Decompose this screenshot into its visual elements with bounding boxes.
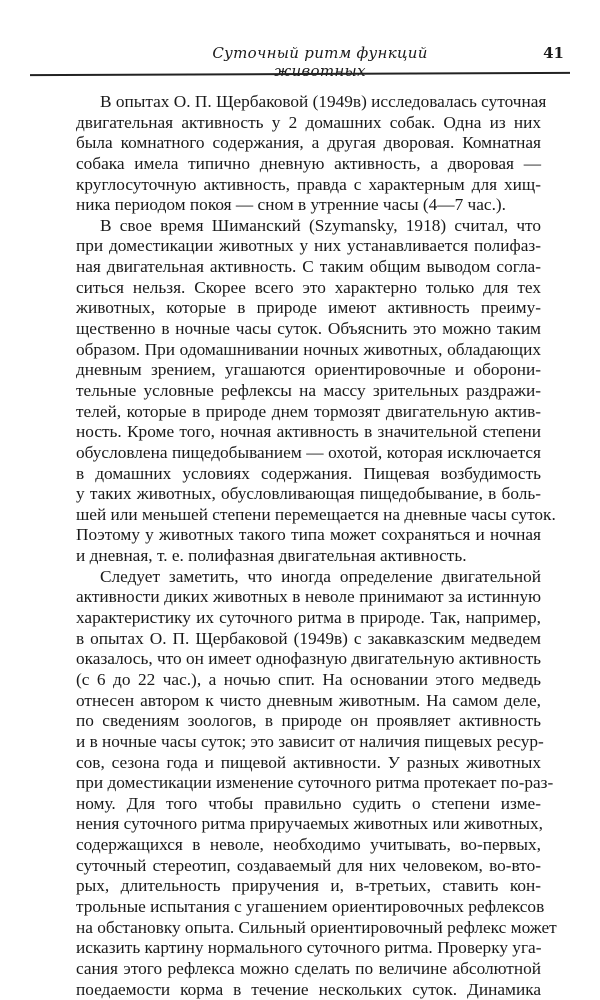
text-line: образом. При одомашнивании ночных животных, обладающих [76,339,541,359]
text-line: щественно в ночные часы суток. Объяснить это можно таким [76,319,541,339]
text-line: сания этого рефлекса можно сделать по величине абсолютной [76,958,541,978]
text-line: была комнатного содержания, а другая дворовая. Комнатная [76,133,541,153]
text-line: оказалось, что он имеет однофазную двигательную активность [76,649,541,669]
text-line: по сведениям зоологов, в природе он проявляет активность [76,711,541,731]
text-line: нения суточного ритма приручаемых животных или животных, [76,814,543,834]
text-line: обусловлена пищедобыванием — охотой, которая исключается [76,442,541,462]
paragraph [76,215,556,567]
text-line: двигательная активность у 2 домашних собак. Одна из них [76,112,541,132]
paragraph [76,566,557,1000]
text-line: содержащихся в неволе, необходимо учитывать, во-первых, [76,835,541,855]
text-line: в опытах О. П. Щербаковой (1949в) с закавказским медведем [76,628,541,648]
text-line: ситься нельзя. Скорее всего это характерно только для тех [76,277,541,297]
text-line: поедаемости корма в течение нескольких суток. Динамика [76,979,541,999]
text-line: животных, которые в природе имеют активность преиму- [76,298,541,318]
text-line: в домашних условиях содержания. Пищевая возбудимость [76,463,541,483]
running-head [30,44,570,80]
text-line: активности диких животных в неволе принимают за истинную [76,587,541,607]
text-line: ника периодом покоя — сном в утренние часы (4—7 час.). [76,195,506,215]
text-line: ная двигательная активность. С таким общим выводом согла- [76,257,541,277]
paragraph [76,92,547,216]
text-line: тельные условные рефлексы на массу зрительных раздражи- [76,380,541,400]
text-line: и в ночные часы суток; это зависит от наличия пищевых ресур- [76,731,544,751]
text-line: характеристику их суточного ритма в природе. Так, например, [76,608,541,628]
text-line: отнесен автором к чисто дневным животным. На самом деле, [76,690,541,710]
text-line: Поэтому у животных такого типа может сохраняться и ночная [76,525,541,545]
text-line: (с 6 до 22 час.), а ночью спит. На основании этого медведь [76,669,541,689]
text-line: В опытах О. П. Щербаковой (1949в) исследовалась суточная [100,92,547,111]
text-line: трольные испытания с угашением ориентировочных рефлексов [76,896,545,916]
text-line: при доместикации изменение суточного ритма протекает по-раз- [76,773,554,793]
text-line: исказить картину нормального суточного ритма. Проверку уга- [76,938,542,958]
text-line: собака имела типично дневную активность, а дворовая — [76,153,541,173]
text-line: сов, сезона года и пищевой активности. У разных животных [76,752,541,772]
text-line: шей или меньшей степени перемещается на дневные часы суток. [76,504,556,524]
body-text [76,92,557,1000]
text-line: при доместикации животных у них устанавливается полифаз- [76,236,541,256]
text-line: суточный стереотип, создаваемый для них человеком, во-вто- [76,855,541,875]
text-line: дневным зрением, угашаются ориентировочные и оборони- [76,360,541,380]
text-line: ному. Для того чтобы правильно судить о степени изме- [76,793,541,813]
text-line: В свое время Шиманский (Szymansky, 1918) считал, что [100,215,541,235]
text-line: Следует заметить, что иногда определение двигательной [100,566,541,586]
text-line: ность. Кроме того, ночная активность в значительной степени [76,422,541,442]
text-line: рых, длительность приручения и, в-третьих, ставить кон- [76,876,541,896]
running-head-title: Суточный ритм функций животных [212,44,428,80]
text-line: на обстановку опыта. Сильный ориентировочный рефлекс может [76,917,557,937]
text-line: у таких животных, обусловливающая пищедобывание, в боль- [76,484,541,504]
text-line: телей, которые в природе днем тормозят двигательную актив- [76,401,541,421]
text-line: круглосуточную активность, правда с характерным для хищ- [76,174,541,194]
text-line: и дневная, т. е. полифазная двигательная активность. [76,546,467,566]
page-number: 41 [543,44,564,62]
